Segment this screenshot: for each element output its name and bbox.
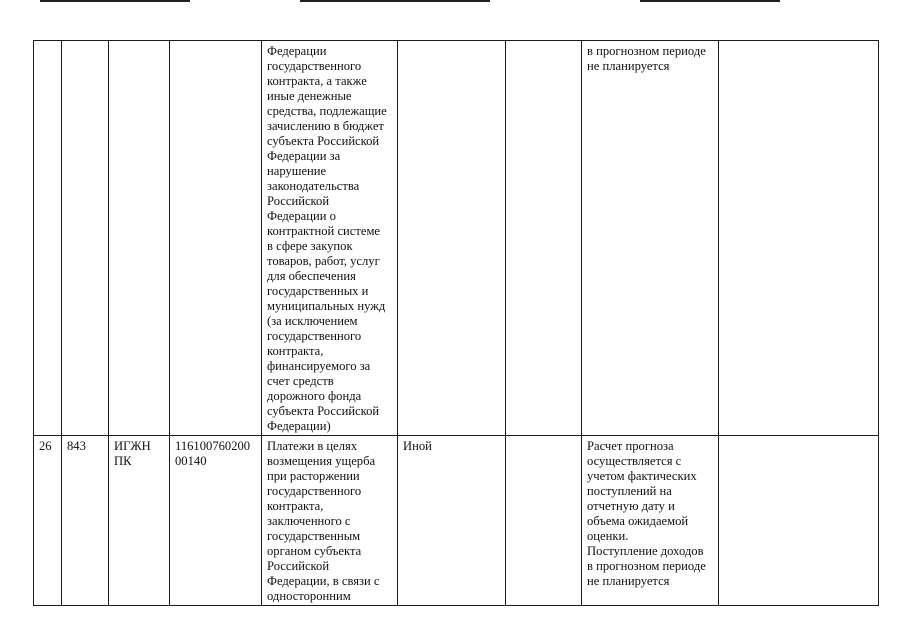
cell-method	[398, 436, 506, 606]
admin-code-text: 843	[67, 439, 86, 453]
cell-admin-code	[62, 436, 109, 606]
cell-number	[34, 436, 62, 606]
cell-revenue-name	[262, 436, 398, 606]
cell-method-description	[582, 41, 719, 436]
table-row-continuation	[34, 41, 879, 436]
cell-method	[398, 41, 506, 436]
top-edge-line-left	[40, 0, 190, 2]
row-number-text: 26	[39, 439, 52, 453]
cell-admin-name	[109, 436, 170, 606]
revenue-name-text: Платежи в целях возмещения ущерба при расторжении государственного контракта, заключенного с государственным органом субъекта Российской Федерации, в связи с односторонним	[267, 439, 380, 603]
cell-kbk	[170, 41, 262, 436]
method-description-text: Расчет прогноза осуществляется с учетом фактических поступлений на отчетную дату и объема ожидаемой оценки. Поступление доходов в прогнозном периоде не планируется	[587, 439, 706, 588]
cell-revenue-name	[262, 41, 398, 436]
cell-admin-code	[62, 41, 109, 436]
admin-name-text: ИГЖН ПК	[114, 439, 151, 468]
top-edge-line-center	[300, 0, 490, 2]
cell-number	[34, 41, 62, 436]
cell-kbk	[170, 436, 262, 606]
method-text: Иной	[403, 439, 432, 453]
table-row-26	[34, 436, 879, 606]
kbk-code-text: 116100760200 00140	[175, 439, 251, 468]
cell-formula	[506, 41, 582, 436]
cell-formula	[506, 436, 582, 606]
cell-method-description	[582, 436, 719, 606]
cell-notes	[719, 41, 879, 436]
top-edge-line-right	[640, 0, 780, 2]
method-description-text: в прогнозном периоде не планируется	[587, 44, 706, 73]
cell-admin-name	[109, 41, 170, 436]
revenue-name-text: Федерации государственного контракта, а также иные денежные средства, подлежащие зачислению в бюджет субъекта Российской Федерации за нарушение законодательства Российской Федерации о контрактной системе в сфере закупок товаров, работ, услуг для обеспечения государственных и муниципальных нужд (за исключением государственного контракта, финансируемого за счет средств дорожного фонда субъекта Российской Федерации)	[267, 44, 387, 433]
cell-notes	[719, 436, 879, 606]
revenue-forecast-table	[33, 40, 879, 606]
